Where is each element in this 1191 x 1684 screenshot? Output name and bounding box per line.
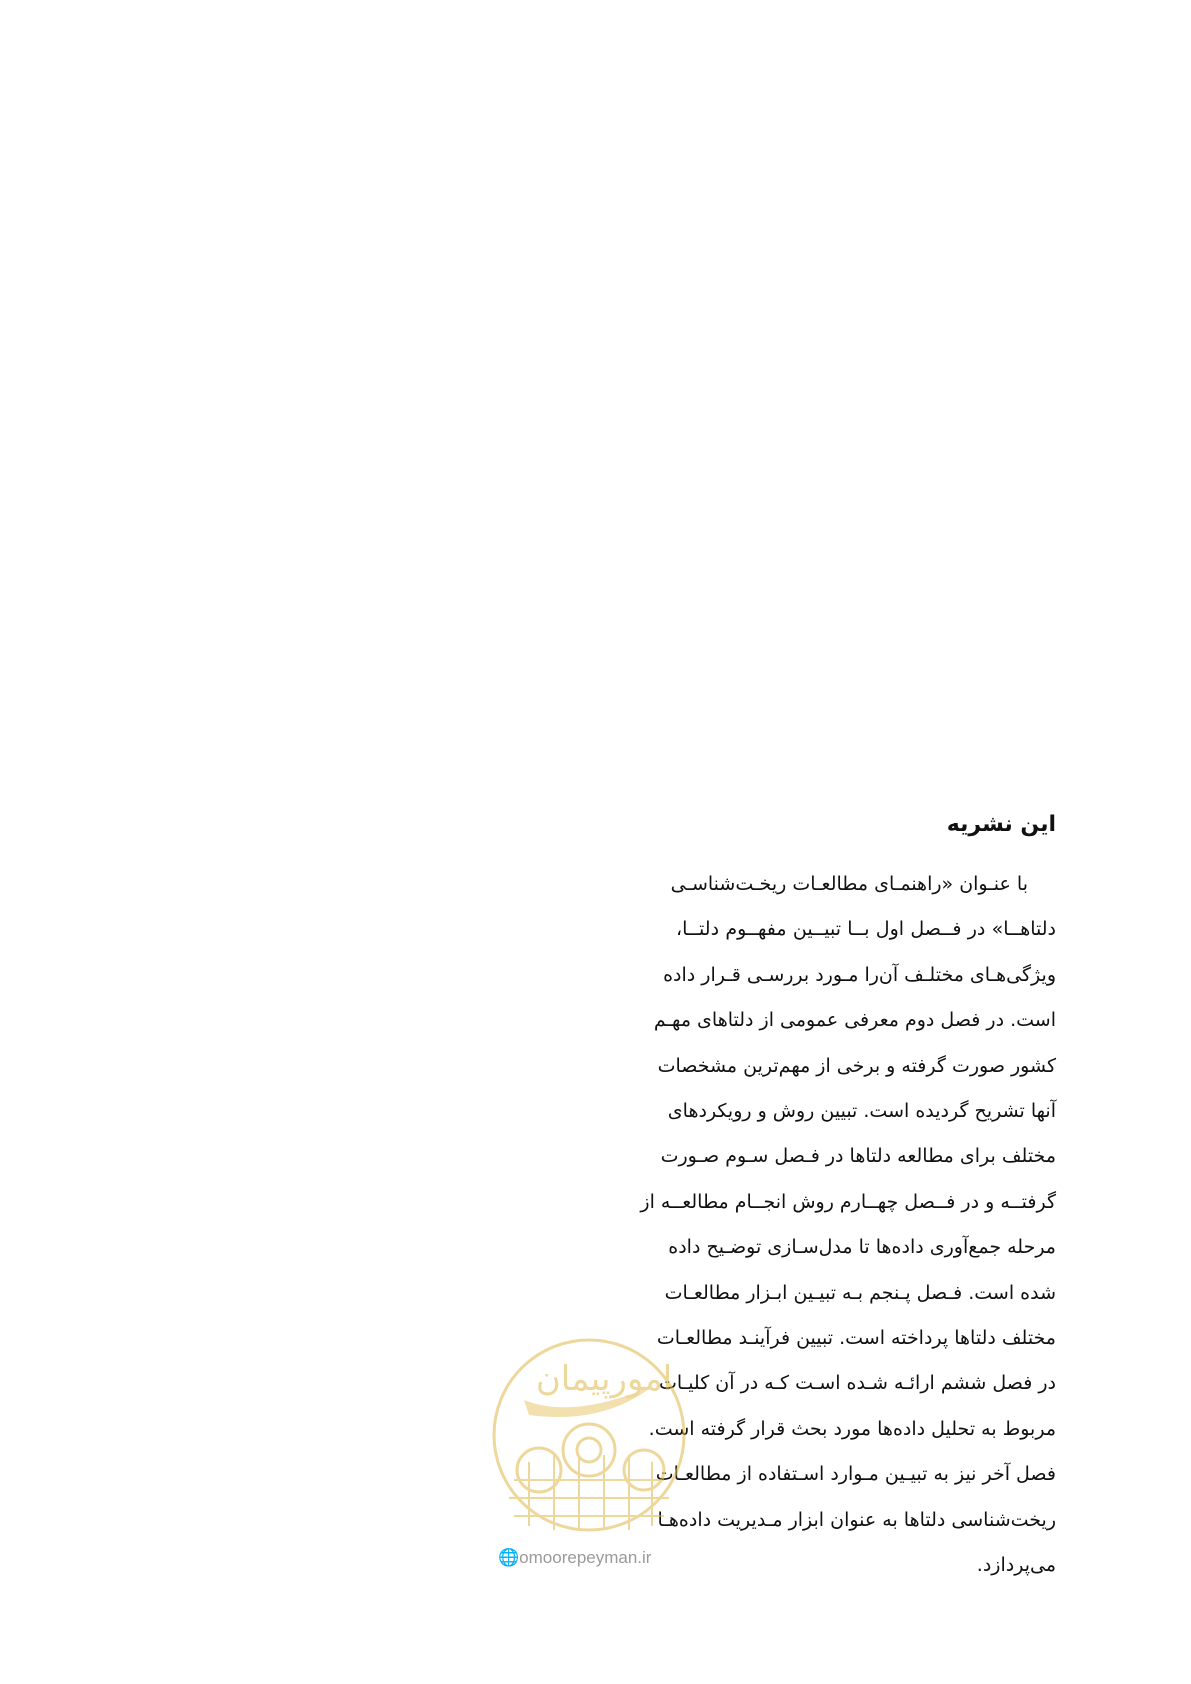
watermark-logo-text: امورپیمان [535,1359,673,1399]
paragraph-line: ویژگی‌هـای مختلـف آن‌را مـورد بررسـی قـرار داده [663,963,1056,986]
paragraph-line: شده است. فـصل پـنجم بـه تبیـین ابـزار مطالعـات [664,1281,1056,1304]
paragraph-line: با عنـوان «راهنمـای مطالعـات ریخـت‌شناسـی [670,873,1028,895]
paragraph-line: مختلف دلتاها پرداخته است. تبیین فرآینـد مطالعـات [656,1327,1056,1350]
paragraph-line: ریخت‌شناسی دلتاها به عنوان ابزار مـدیریت داده‌هـا [657,1508,1056,1531]
paragraph-line: است. در فصل دوم معرفی عمومی از دلتاهای مهـم [653,1009,1056,1032]
paragraph-line: در فصل ششم ارائـه شـده اسـت کـه در آن کلیـات [658,1372,1056,1395]
paragraph-line: آنها تشریح گردیده است. تبیین روش و رویکردهای [667,1100,1056,1123]
paragraph-line: کشور صورت گرفته و برخی از مهم‌ترین مشخصات [657,1054,1056,1077]
paragraph-line: گرفتــه و در فــصل چهــارم روش انجــام مطالعــه از [640,1190,1056,1213]
section-title: این نشریه [946,812,1056,837]
body-paragraph [640,862,1056,1589]
watermark-url [498,1548,698,1568]
paragraph-line: مختلف برای مطالعه دلتاها در فـصل سـوم صـورت [660,1145,1056,1168]
globe-icon: 🌐 [498,1548,520,1567]
paragraph-line: دلتاهــا» در فــصل اول بــا تبیــین مفهــوم دلتــا، [676,918,1056,941]
watermark-url-text: omoorepeyman.ir [519,1548,652,1567]
paragraph-line: مرحله جمع‌آوری داده‌ها تا مدل‌سـازی توضـیح داده [668,1236,1056,1259]
paragraph-line: مربوط به تحلیل داده‌ها مورد بحث قرار گرفته است. [648,1417,1056,1440]
paragraph-line: فصل آخر نیز به تبیـین مـوارد اسـتفاده از مطالعـات [655,1463,1056,1486]
paragraph-line: می‌پردازد. [976,1554,1056,1577]
